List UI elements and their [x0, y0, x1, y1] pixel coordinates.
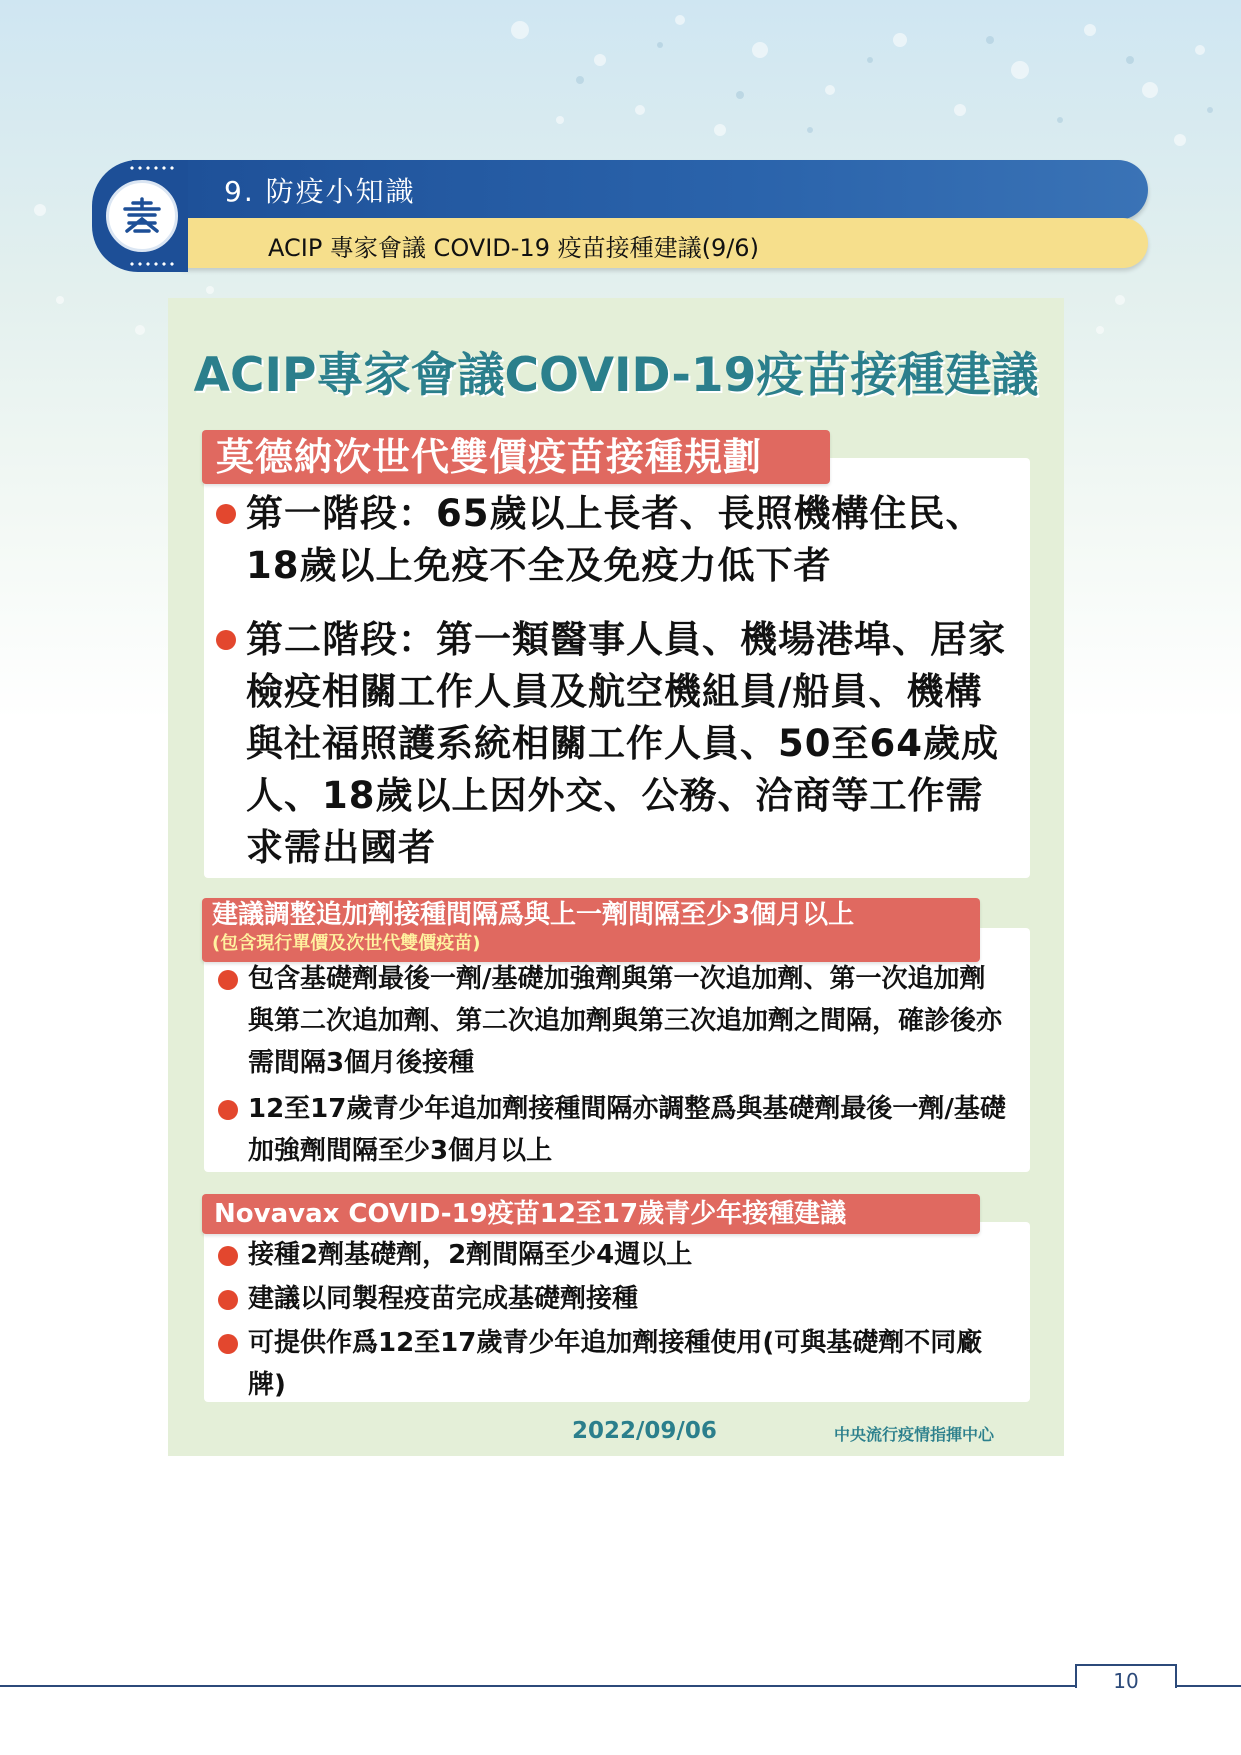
- cdc-logo-glyph: [119, 193, 165, 239]
- bullet-dot-icon: [218, 1290, 238, 1310]
- footer-divider: [0, 1685, 1241, 1687]
- poster-date: 2022/09/06: [572, 1418, 717, 1444]
- page-number: 10: [1075, 1664, 1177, 1688]
- list-item: [218, 1234, 1008, 1276]
- section3-list: [218, 1234, 1008, 1408]
- section1-tag: 莫德納次世代雙價疫苗接種規劃: [202, 430, 830, 484]
- bullet-dot-icon: [218, 970, 238, 990]
- logo-dots-top: [128, 166, 176, 170]
- list-item-text: 第一階段：65歲以上長者、長照機構住民、18歲以上免疫不全及免疫力低下者: [246, 492, 984, 587]
- list-item-text: 可提供作爲12至17歲青少年追加劑接種使用(可與基礎劑不同廠牌): [248, 1328, 983, 1400]
- list-item-text: 包含基礎劑最後一劑/基礎加強劑與第一次追加劑、第一次追加劑與第二次追加劑、第二次追加劑與第三次追加劑之間隔，確診後亦需間隔3個月後接種: [248, 964, 1003, 1078]
- banner-subtitle: ACIP 專家會議 COVID-19 疫苗接種建議(9/6): [268, 234, 759, 262]
- list-item: [218, 1322, 1008, 1406]
- poster-organization: 中央流行疫情指揮中心: [834, 1425, 995, 1444]
- list-item: [216, 614, 1008, 874]
- list-item-text: 12至17歲青少年追加劑接種間隔亦調整爲與基礎劑最後一劑/基礎加強劑間隔至少3個月以上: [248, 1094, 1006, 1166]
- section2-tag-sub: (包含現行單價及次世代雙價疫苗): [212, 933, 481, 954]
- bullet-dot-icon: [218, 1246, 238, 1266]
- acip-poster: [168, 298, 1064, 1456]
- section2-tag-main: 建議調整追加劑接種間隔爲與上一劑間隔至少3個月以上: [212, 900, 855, 930]
- poster-title: ACIP專家會議COVID-19疫苗接種建議: [193, 348, 1039, 403]
- bullet-dot-icon: [216, 630, 236, 650]
- bullet-dot-icon: [218, 1100, 238, 1120]
- list-item: [218, 1088, 1008, 1172]
- header-banner: [92, 160, 1148, 272]
- bullet-dot-icon: [216, 504, 236, 524]
- list-item-text: 第二階段：第一類醫事人員、機場港埠、居家檢疫相關工作人員及航空機組員/船員、機構與社福照護系統相關工作人員、50至64歲成人、18歲以上因外交、公務、洽商等工作需求需出國者: [246, 618, 1006, 869]
- list-item-text: 接種2劑基礎劑，2劑間隔至少4週以上: [248, 1240, 693, 1270]
- banner-logo-panel: [92, 160, 188, 272]
- list-item: [216, 488, 1008, 592]
- cdc-logo-icon: [106, 180, 178, 252]
- list-item-text: 建議以同製程疫苗完成基礎劑接種: [248, 1284, 639, 1314]
- list-item: [218, 958, 1008, 1084]
- section-title: 9. 防疫小知識: [224, 175, 416, 208]
- section1-list: [216, 488, 1008, 896]
- logo-dots-bottom: [128, 262, 176, 266]
- section3-tag: Novavax COVID-19疫苗12至17歲青少年接種建議: [202, 1194, 980, 1234]
- bullet-dot-icon: [218, 1334, 238, 1354]
- list-item: [218, 1278, 1008, 1320]
- section2-list: [218, 958, 1008, 1176]
- section2-tag: [202, 898, 980, 962]
